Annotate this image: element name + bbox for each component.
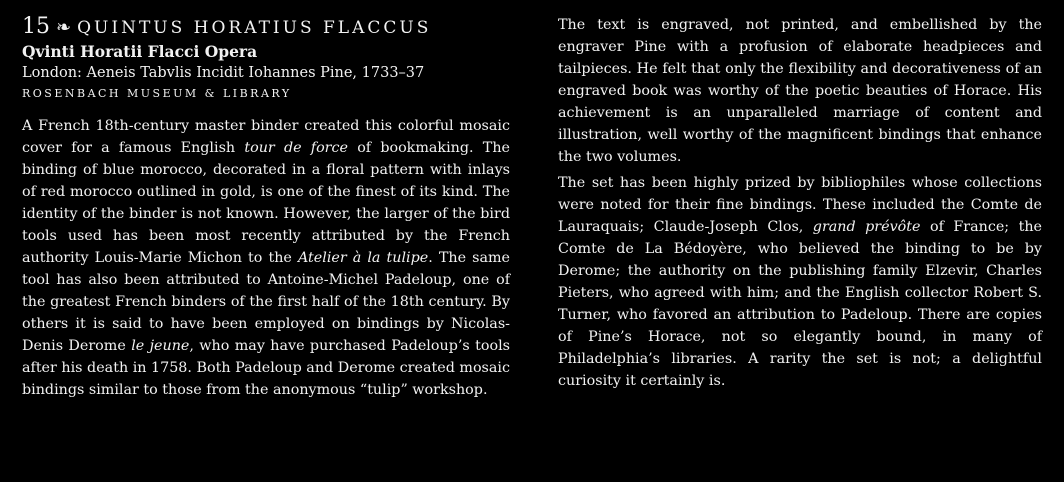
entry-number: 15 [22,14,50,39]
collection-name: ROSENBACH MUSEUM & LIBRARY [22,87,292,100]
right-paragraph-1: The text is engraved, not printed, and embellished by the engraver Pine with a profusion of elaborate headpieces and tailpieces. He felt that only the flexibility and decorativeness of an engraved book was worthy of the poetic beauties of Horace. His achievement is an unparalleled marriage of content and illustration, well worthy of the magnificent bindings that enhance the two volumes. [558,17,1042,165]
book-title: Qvinti Horatii Flacci Opera [22,42,258,61]
left-column [22,14,510,401]
text-run: A French 18th-century master binder created this colorful mosaic cover for a famous English [22,118,510,156]
text-run: The set has been highly prized by bibliophiles whose collections were noted for their fine bindings. These included the Comte de Lauraquais; Claude-Joseph Clos, [558,175,1042,235]
right-paragraph-2 [558,172,1042,392]
italic-run: grand prévôte [812,219,921,235]
left-paragraph [22,115,510,401]
text-run: of bookmaking. The binding of blue morocco, decorated in a floral pattern with inlays of red morocco outlined in gold, is one of the finest of its kind. The identity of the binder is not known. However, the larger of the bird tools used has been most recently attributed by the French authority Louis-Marie Michon to the [22,140,510,266]
italic-run: tour de force [244,140,348,156]
italic-run: Atelier à la tulipe [297,250,429,266]
entry-heading [22,14,510,41]
italic-run: le jeune [131,338,190,354]
entry-title: QUINTUS HORATIUS FLACCUS [77,18,432,38]
right-column [558,14,1042,392]
text-run: . The same tool has also been attributed to Antoine-Michel Padeloup, one of the greatest French binders of the first half of the 18th century. By others it is said to have been employed on bindings by Nicolas-Denis Derome [22,250,511,354]
fleuron-icon: ❧ [56,17,72,38]
imprint: London: Aeneis Tabvlis Incidit Iohannes Pine, 1733–37 [22,65,425,81]
text-run: , who may have purchased Padeloup’s tools after his death in 1758. Both Padeloup and Derome created mosaic bindings similar to those from the anonymous “tulip” workshop. [22,338,510,398]
text-run: of France; the Comte de La Bédoyère, who believed the binding to be by Derome; the authority on the publishing family Elzevir, Charles Pieters, who agreed with him; and the English collector Robert S. Turner, who favored an attribution to Padeloup. There are copies of Pine’s Horace, not so elegantly bound, in many of Philadelphia’s libraries. A rarity the set is not; a delightful curiosity it certainly is. [558,219,1042,389]
